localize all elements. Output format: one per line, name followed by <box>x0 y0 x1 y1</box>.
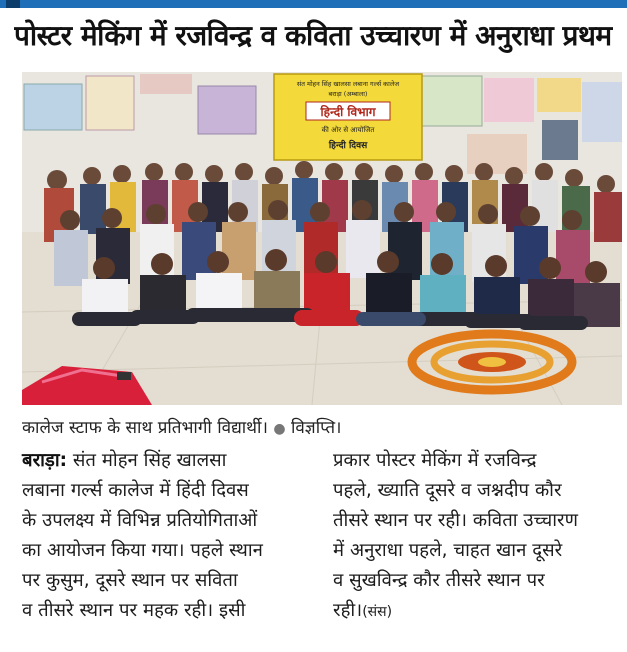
caption-bullet-icon: ● <box>273 421 286 437</box>
banner-line1: संत मोहन सिंह खालसा लबाना गर्ल्स कालेज <box>296 80 400 88</box>
body-line: पहले, ख्याति दूसरे व जश्नदीप कौर <box>333 480 562 501</box>
dateline: बराड़ा: <box>22 450 68 471</box>
caption-text: कालेज स्टाफ के साथ प्रतिभागी विद्यार्थी। <box>22 418 268 438</box>
banner-line3: की ओर से आयोजित <box>321 126 375 134</box>
body-line: बराड़ा: संत मोहन सिंह खालसा <box>22 450 227 471</box>
flower-rangoli <box>412 334 572 390</box>
body-line: पर कुसुम, दूसरे स्थान पर सविता <box>22 570 238 591</box>
article-column-right <box>333 446 618 627</box>
byline: (संस) <box>362 604 393 620</box>
event-banner <box>274 74 422 160</box>
banner-line4: हिन्दी दिवस <box>328 141 368 151</box>
banner-title: हिन्दी विभाग <box>320 105 376 119</box>
top-bar-mark <box>6 0 20 8</box>
body-line: के उपलक्ष्य में विभिन्न प्रतियोगिताओं <box>22 510 258 531</box>
news-photo <box>22 72 622 405</box>
body-line: रही।(संस) <box>333 600 393 621</box>
article-column-left <box>22 446 307 626</box>
group-photo-illustration <box>22 72 622 405</box>
banner-line2: बराड़ा (अम्बाला) <box>328 90 368 98</box>
body-line: का आयोजन किया गया। पहले स्थान <box>22 540 263 561</box>
headline: पोस्टर मेकिंग में रजविन्द्र व कविता उच्चारण में अनुराधा प्रथम <box>14 19 612 52</box>
body-line: में अनुराधा पहले, चाहत खान दूसरे <box>333 540 563 561</box>
top-color-bar <box>0 0 627 8</box>
body-line: तीसरे स्थान पर रही। कविता उच्चारण <box>333 510 579 531</box>
caption-credit: विज्ञप्ति। <box>290 418 342 438</box>
body-line: प्रकार पोस्टर मेकिंग में रजविन्द्र <box>333 450 537 471</box>
photo-caption <box>22 414 622 442</box>
body-line: लबाना गर्ल्स कालेज में हिंदी दिवस <box>22 480 249 501</box>
body-line: व तीसरे स्थान पर महक रही। इसी <box>22 600 246 621</box>
body-line: व सुखविन्द्र कौर तीसरे स्थान पर <box>333 570 545 591</box>
